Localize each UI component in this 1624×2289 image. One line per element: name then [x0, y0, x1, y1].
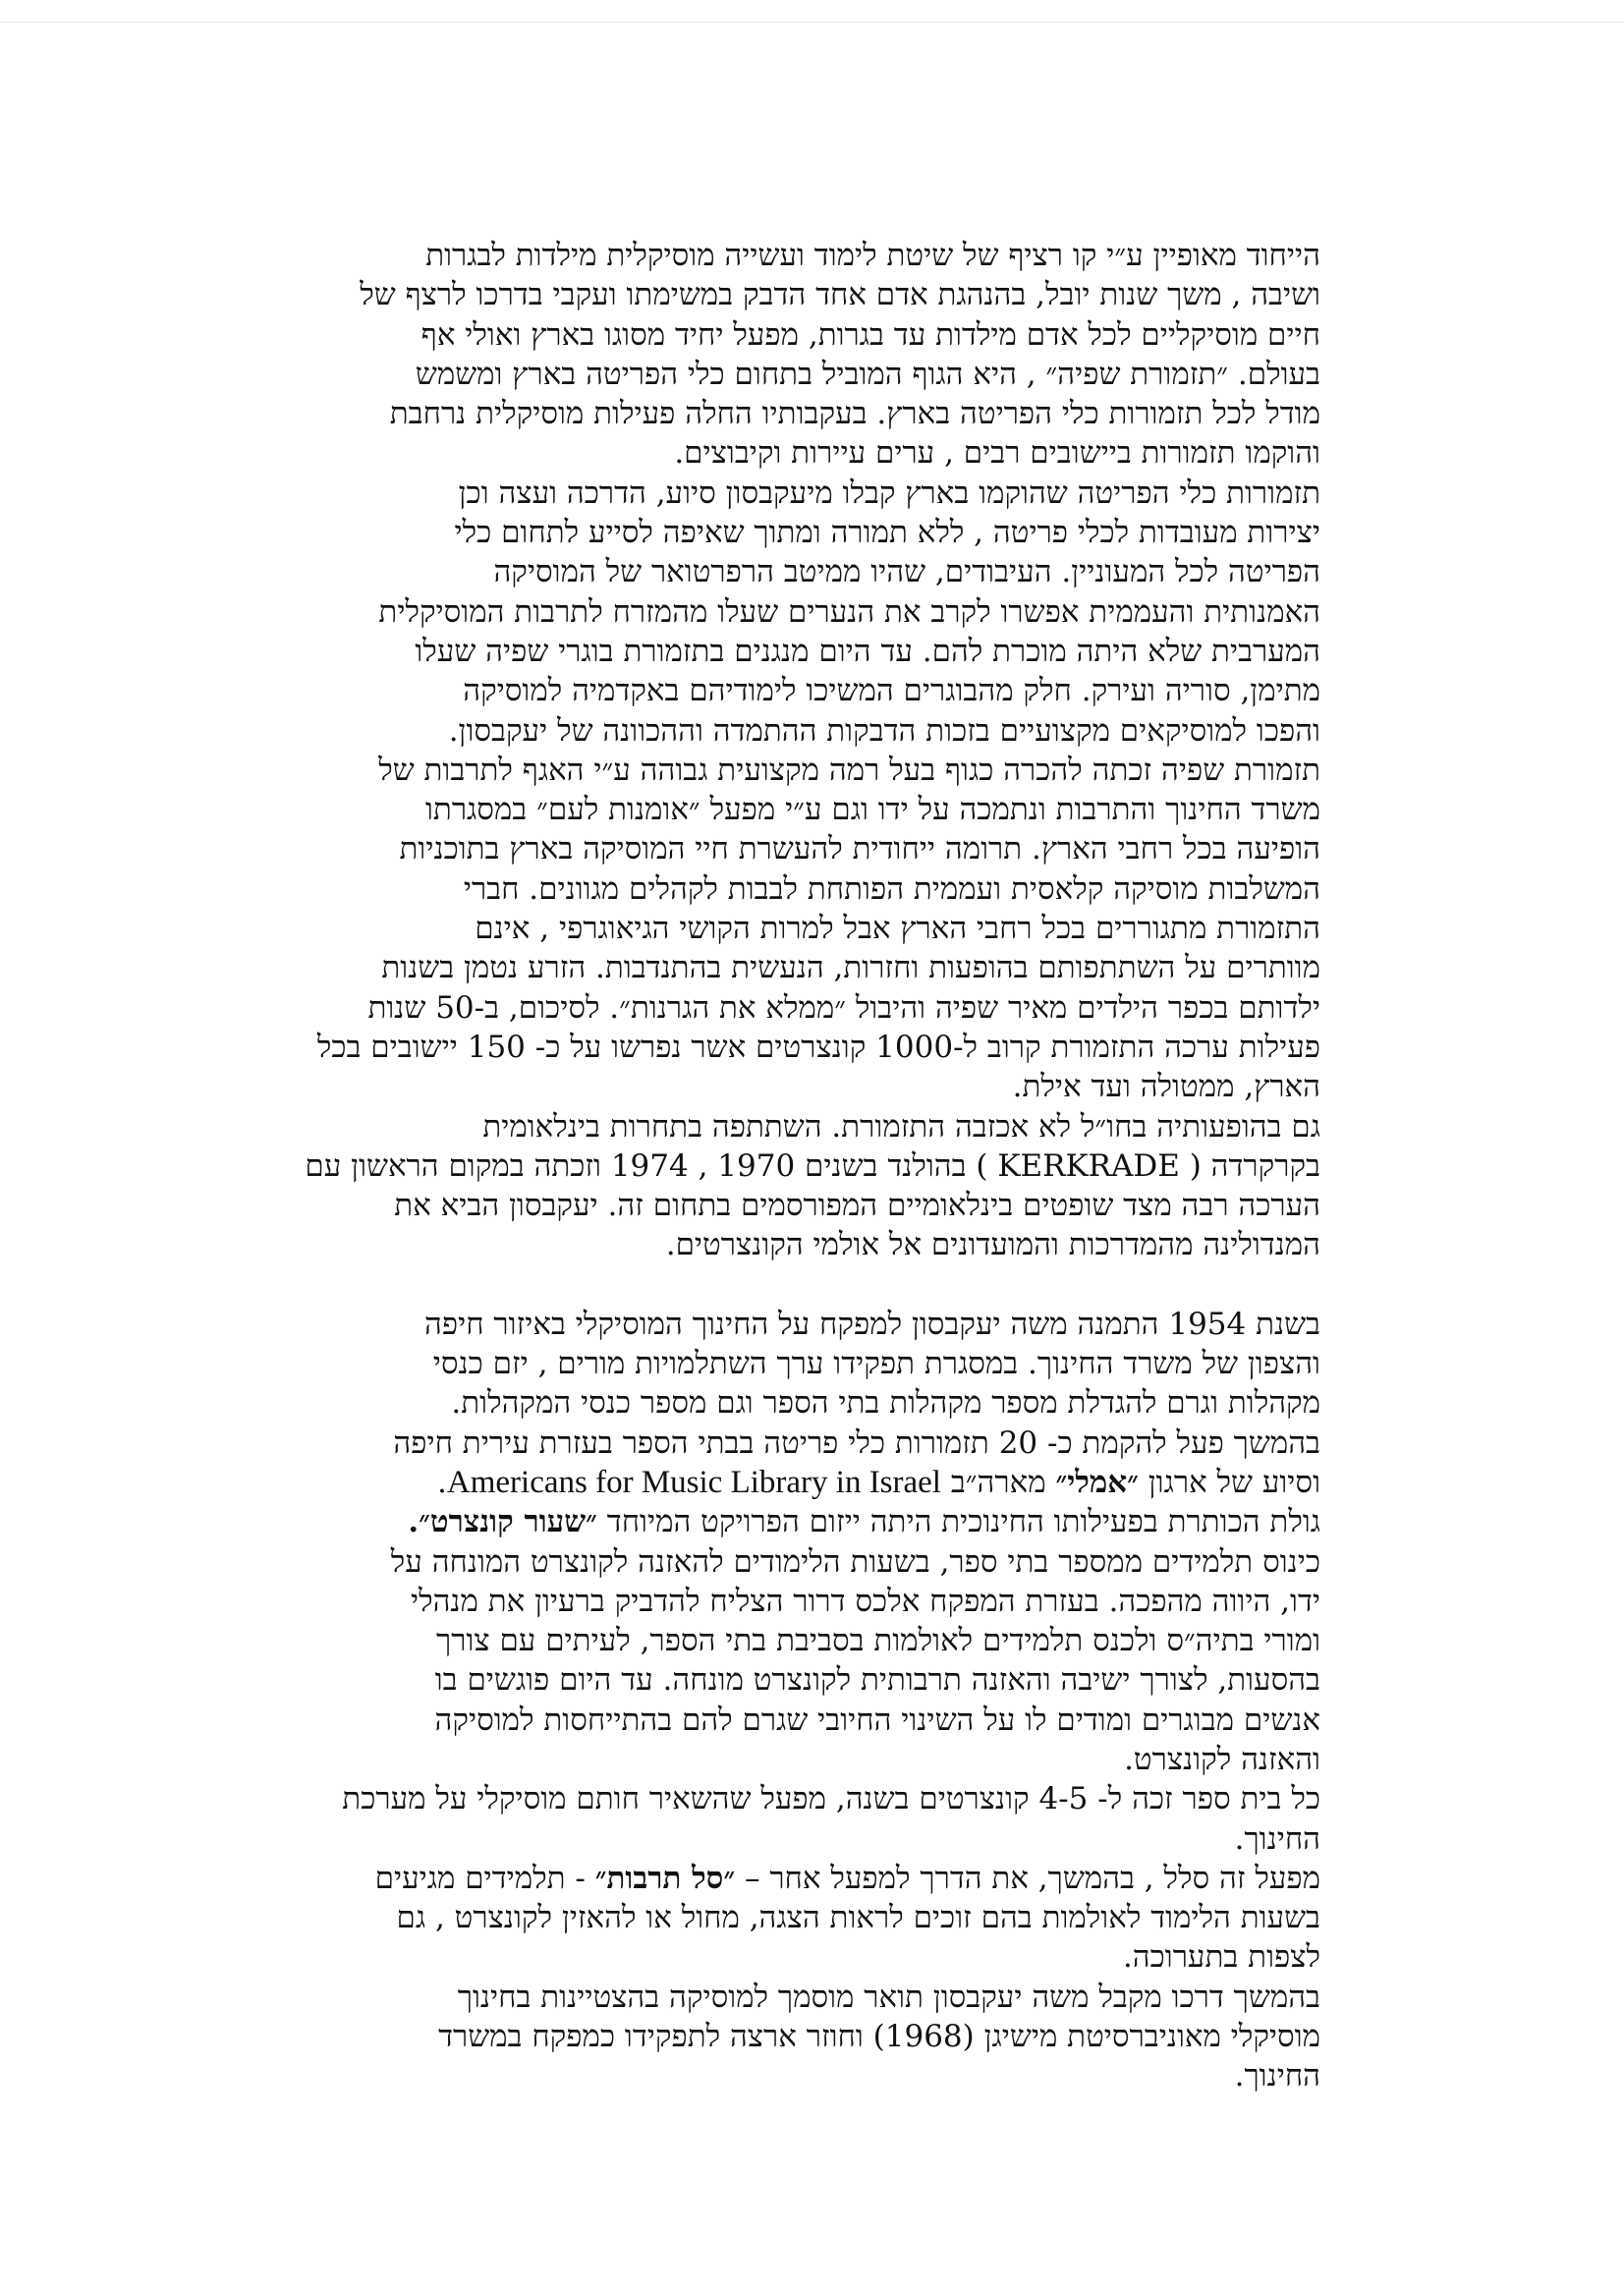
text-line: לצפות בתערוכה. [1122, 1939, 1320, 1976]
english-org-name: Americans for Music Library in Israel [446, 1464, 941, 1500]
text-line: יצירות מעובדות לכלי פריטה , ללא תמורה ומתוך שאיפה לסייע לתחום כלי [454, 515, 1320, 551]
text-run: וסיוע של ארגון [1138, 1464, 1320, 1500]
text-line: מקהלות וגרם להגדלת מספר מקהלות בתי הספר וגם מספר כנסי המקהלות. [451, 1385, 1320, 1422]
text-line: משרד החינוך והתרבות ונתמכה על ידו וגם ע״י מפעל ״אומנות לעם״ במסגרתו [424, 792, 1320, 828]
paragraph-performances-abroad [193, 1107, 1320, 1265]
text-line: ומורי בתיה״ס ולכנס תלמידים לאולמות בסביבת בתי הספר, לעיתים עם צורך [435, 1623, 1320, 1659]
paragraph-culture-basket [193, 1859, 1320, 1978]
bold-text-amli: ״אמלי״ [1055, 1464, 1139, 1500]
text-run: - תלמידים מגיעים [374, 1860, 595, 1896]
text-line: תזמורת שפיה זכתה להכרה כגוף בעל רמה מקצועית גבוהה ע״י האגף לתרבות של [378, 752, 1320, 788]
text-line: חיים מוסיקליים לכל אדם מילדות עד בגרות, מפעל יחיד מסוגו בארץ ואולי אף [420, 316, 1320, 353]
bold-text-culture-basket: ״סל תרבות״ [594, 1860, 736, 1896]
text-line: פעילות ערכה התזמורת קרוב ל-1000 קונצרטים אשר נפרשו על כ- 150 יישובים בכל [316, 1029, 1320, 1065]
text-line: בהמשך דרכו מקבל משה יעקבסון תואר מוסמך למוסיקה בהצטיינות בחינוך [457, 1979, 1320, 2015]
text-line: המשלבות מוסיקה קלאסית ועממית הפותחת לבבות לקהלים מגוונים. חברי [463, 870, 1320, 907]
text-line: והפכו למוסיקאים מקצועיים בזכות הדבקות ההתמדה וההכוונה של יעקבסון. [448, 712, 1320, 749]
text-line: מודל לכל תזמורות כלי הפריטה בארץ. בעקבותיו החלה פעילות מוסיקלית נרחבת [389, 396, 1320, 432]
text-run: מפעל זה סלל , בהמשך, את הדרך למפעל אחר – [735, 1860, 1320, 1896]
text-line: מוסיקלי מאוניברסיטת מישיגן (1968) וחוזר ארצה לתפקידו כמפקח במשרד [438, 2019, 1320, 2055]
paragraph-concert-lesson [193, 1502, 1320, 1779]
paragraph-plucked-orchestras [193, 474, 1320, 751]
paragraph-concerts-per-year [193, 1779, 1320, 1859]
text-line: בהסעות, לצורך ישיבה והאזנה תרבותית לקונצרט מונחה. עד היום פוגשים בו [434, 1662, 1320, 1699]
text-line: תזמורות כלי הפריטה שהוקמו בארץ קבלו מיעקבסון סיוע, הדרכה ועצה וכן [458, 475, 1320, 511]
text-line: הייחוד מאופיין ע״י קו רציף של שיטת לימוד ועשייה מוסיקלית מילדות לבגרות [425, 238, 1320, 273]
text-line: הפריטה לכל המעוניין. העיבודים, שהיו ממיטב הרפרטואר של המוסיקה [493, 554, 1320, 590]
text-line: בשעות הלימוד לאולמות בהם זוכים לראות הצגה, מחול או להאזין לקונצרט , גם [396, 1900, 1320, 1936]
text-line: מוותרים על השתתפותם בהופעות וחזרות, הנעשית בהתנדבות. הזרע נטמן בשנות [381, 950, 1320, 986]
text-line: הערכה רבה מצד שופטים בינלאומיים המפורסמים בתחום זה. יעקבסון הביא את [394, 1188, 1320, 1224]
text-line: בשנת 1954 התמנה משה יעקבסון למפקח על החינוך המוסיקלי באיזור חיפה [424, 1306, 1320, 1342]
scan-edge-line [0, 22, 1624, 23]
text-line: מתימן, סוריה ועירק. חלק מהבוגרים המשיכו לימודיהם באקדמיה למוסיקה [463, 673, 1320, 709]
text-run: גולת הכותרת בפעילותו החינוכית היתה ייזום הפרויקט המיוחד [596, 1504, 1320, 1540]
text-line: כינוס תלמידים ממספר בתי ספר, בשעות הלימודים להאזנה לקונצרט המונחה על [390, 1543, 1320, 1580]
text-line: האמנותית והעממית אפשרו לקרב את הנערים שעלו מהמזרח לתרבות המוסיקלית [378, 593, 1320, 630]
text-line: אנשים מבוגרים ומודים לו על השינוי החיובי שגרם להם בהתייחסות למוסיקה [434, 1702, 1320, 1738]
text-line: הופיעה בכל רחבי הארץ. תרומה ייחודית להעשרת חיי המוסיקה בארץ בתוכניות [399, 831, 1320, 867]
text-line: כל בית ספר זכה ל- 4-5 קונצרטים בשנה, מפעל שהשאיר חותם מוסיקלי על מערכת [342, 1781, 1320, 1817]
text-line-mixed [193, 1859, 1320, 1898]
paragraph-shfeya-orchestra [193, 751, 1320, 1107]
text-line: והצפון של משרד החינוך. במסגרת תפקידו ערך השתלמויות מורים , יזם כנסי [432, 1346, 1320, 1382]
text-line: ילדותם בכפר הילדים מאיר שפיה והיבול ״ממלא את הגרנות״. לסיכום, ב-50 שנות [367, 989, 1320, 1026]
text-line: המערבית שלא היתה מוכרת להם. עד היום מנגנים בתזמורת בוגרי שפיה שעלו [415, 633, 1320, 669]
text-line: החינוך. [1234, 2058, 1320, 2094]
bold-text-concert-lesson: ״שעור קונצרט״. [408, 1504, 597, 1540]
text-line: והאזנה לקונצרט. [1124, 1741, 1320, 1777]
text-line: בהמשך פעל להקמת כ- 20 תזמורות כלי פריטה בבתי הספר בעזרת עירית חיפה [393, 1424, 1320, 1461]
paragraph-masters-degree [193, 1978, 1320, 2096]
text-line: ושיבה , משך שנות יובל, בהנהגת אדם אחד הדבק במשימתו ועקבי בדרכו לרצף של [360, 277, 1320, 313]
text-line: התזמורת מתגוררים בכל רחבי הארץ אבל למרות הקושי הגיאוגרפי , אינם [475, 911, 1320, 947]
text-line: ידו, היווה מהפכה. בעזרת המפקח אלכס דרור הצליח להדביק ברעיון את מנהלי [410, 1583, 1320, 1619]
text-line: והוקמו תזמורות ביישובים רבים , ערים עיירות וקיבוצים. [674, 435, 1320, 472]
text-line-mixed: וסיוע של ארגון ״אמלי״ מארה״ב Americans for Music Library in Israel. [437, 1464, 1320, 1500]
text-line: בעולם. ״תזמורת שפיה״ , היא הגוף המוביל בתחום כלי הפריטה בארץ ומשמש [415, 356, 1320, 392]
text-line: גם בהופעותיה בחו״ל לא אכזבה התזמורת. השתתפה בתחרות בינלאומית [482, 1108, 1320, 1144]
text-line: המנדולינה מהמדרכות והמועדונים אל אולמי הקונצרטים. [665, 1227, 1320, 1263]
document-body [193, 236, 1320, 2096]
paragraph-unique-program [193, 236, 1320, 474]
text-line: החינוך. [1234, 1820, 1320, 1857]
paragraph-supervisor-1954 [193, 1305, 1320, 1502]
text-line-mixed [193, 1502, 1320, 1541]
text-run: מארה״ב [940, 1464, 1056, 1500]
text-line: הארץ, ממטולה ועד אילת. [1012, 1069, 1320, 1105]
text-line: בקרקרדה ( KERKRADE ) בהולנד בשנים 1970 , 1974 וזכתה במקום הראשון עם [305, 1147, 1320, 1184]
